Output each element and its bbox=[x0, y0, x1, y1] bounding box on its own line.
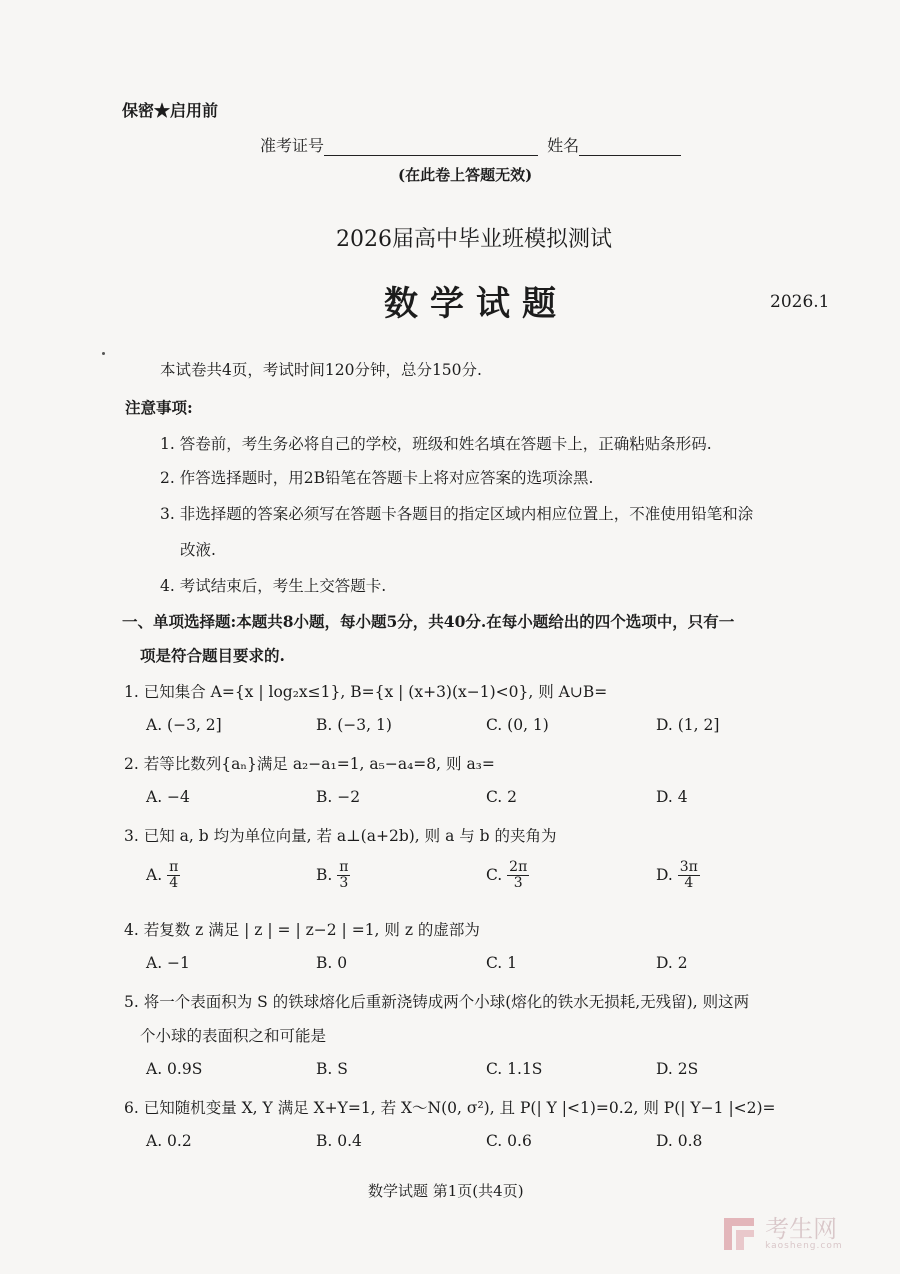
exam-id-label: 准考证号 bbox=[260, 136, 325, 155]
denominator: 3 bbox=[513, 875, 523, 892]
question-stem: 3. 已知 a, b 均为单位向量, 若 a⊥(a+2b), 则 a 与 b 的夹角为 bbox=[124, 827, 557, 845]
note-item: 3. 非选择题的答案必须写在答题卡各题目的指定区域内相应位置上，不准使用铅笔和涂 bbox=[160, 505, 754, 523]
denominator: 4 bbox=[684, 875, 694, 892]
option-letter: C. bbox=[486, 865, 503, 884]
page-footer: 数学试题 第1页(共4页) bbox=[368, 1182, 524, 1200]
question-stem-cont: 个小球的表面积之和可能是 bbox=[140, 1027, 327, 1045]
denominator: 3 bbox=[339, 875, 349, 892]
option: B. 0 bbox=[316, 954, 348, 972]
option: D. (1, 2] bbox=[656, 716, 720, 734]
option: C. 2 bbox=[486, 788, 518, 806]
exam-id-blank bbox=[324, 139, 538, 156]
option: C. 1 bbox=[486, 954, 518, 972]
question-stem: 6. 已知随机变量 X, Y 满足 X+Y=1, 若 X～N(0, σ²), 且 P(| Y |<1)=0.2, 则 P(| Y−1 |<2)= bbox=[124, 1099, 776, 1117]
notes-title: 注意事项: bbox=[125, 398, 193, 417]
option: B. (−3, 1) bbox=[316, 716, 392, 734]
option: B. S bbox=[316, 1060, 348, 1078]
exam-subtitle: 2026届高中毕业班模拟测试 bbox=[336, 227, 612, 252]
question-stem: 2. 若等比数列{aₙ}满足 a₂−a₁=1, a₅−a₄=8, 则 a₃= bbox=[124, 755, 495, 773]
name-blank bbox=[579, 139, 681, 156]
scan-speck bbox=[102, 352, 105, 355]
option-letter: B. bbox=[316, 865, 333, 884]
section-heading-cont: 项是符合题目要求的. bbox=[140, 646, 285, 665]
watermark-text: 考生网 bbox=[765, 1215, 838, 1243]
section-heading: 一、单项选择题:本题共8小题，每小题5分，共40分.在每小题给出的四个选项中，只有一 bbox=[122, 612, 735, 631]
name-label: 姓名 bbox=[547, 136, 580, 155]
option-letter: A. bbox=[146, 865, 163, 884]
fraction bbox=[507, 860, 529, 892]
option: C. 0.6 bbox=[486, 1132, 532, 1150]
fraction bbox=[167, 860, 180, 892]
option: A. −4 bbox=[146, 788, 190, 806]
option: D. 0.8 bbox=[656, 1132, 703, 1150]
note-item: 改液. bbox=[180, 541, 216, 559]
numerator: π bbox=[169, 859, 179, 875]
option bbox=[146, 860, 180, 892]
invalid-note: (在此卷上答题无效) bbox=[398, 166, 533, 184]
confidential-mark: 保密★启用前 bbox=[122, 101, 219, 120]
option-letter: D. bbox=[656, 865, 673, 884]
option: A. −1 bbox=[146, 954, 190, 972]
watermark bbox=[720, 1214, 843, 1254]
fraction bbox=[678, 860, 700, 892]
kaosheng-logo-icon bbox=[720, 1214, 760, 1254]
option: C. 1.1S bbox=[486, 1060, 543, 1078]
option: A. (−3, 2] bbox=[146, 716, 222, 734]
fraction bbox=[337, 860, 350, 892]
denominator: 4 bbox=[169, 875, 179, 892]
candidate-info-line bbox=[260, 133, 681, 156]
intro-text: 本试卷共4页，考试时间120分钟，总分150分. bbox=[160, 361, 482, 379]
exam-title: 数学试题 bbox=[384, 284, 568, 324]
option: B. −2 bbox=[316, 788, 361, 806]
option bbox=[656, 860, 700, 892]
note-item: 2. 作答选择题时，用2B铅笔在答题卡上将对应答案的选项涂黑. bbox=[160, 469, 594, 487]
option: D. 2S bbox=[656, 1060, 699, 1078]
exam-date: 2026.1 bbox=[770, 292, 830, 312]
option: A. 0.9S bbox=[146, 1060, 203, 1078]
option bbox=[316, 860, 350, 892]
question-stem: 4. 若复数 z 满足 | z | = | z−2 | =1, 则 z 的虚部为 bbox=[124, 921, 480, 939]
question-stem: 1. 已知集合 A={x | log₂x≤1}, B={x | (x+3)(x−1)<0}, 则 A∪B= bbox=[124, 683, 608, 701]
option: D. 2 bbox=[656, 954, 688, 972]
option: C. (0, 1) bbox=[486, 716, 549, 734]
numerator: π bbox=[339, 859, 349, 875]
option: A. 0.2 bbox=[146, 1132, 192, 1150]
note-item: 4. 考试结束后，考生上交答题卡. bbox=[160, 577, 387, 595]
numerator: 2π bbox=[509, 859, 528, 875]
option bbox=[486, 860, 529, 892]
watermark-url: kaosheng.com bbox=[765, 1241, 843, 1251]
option: B. 0.4 bbox=[316, 1132, 362, 1150]
question-stem: 5. 将一个表面积为 S 的铁球熔化后重新浇铸成两个小球(熔化的铁水无损耗,无残留), 则这两 bbox=[124, 993, 750, 1011]
numerator: 3π bbox=[679, 859, 698, 875]
note-item: 1. 答卷前，考生务必将自己的学校，班级和姓名填在答题卡上，正确粘贴条形码. bbox=[160, 435, 712, 453]
option: D. 4 bbox=[656, 788, 688, 806]
